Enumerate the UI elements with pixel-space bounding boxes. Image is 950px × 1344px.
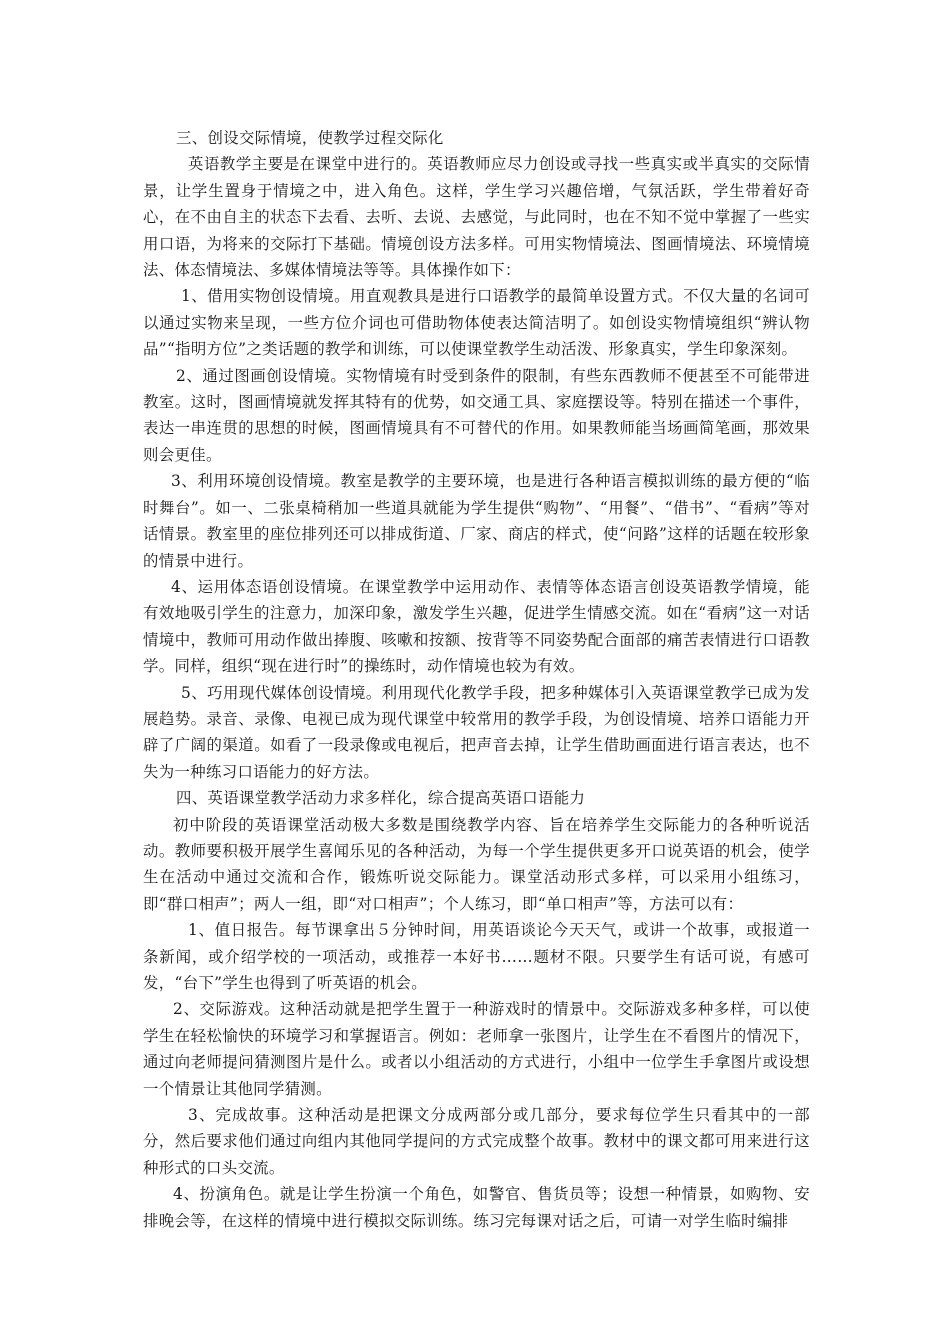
paragraph-activities-intro: 初中阶段的英语课堂活动极大多数是围绕教学内容、旨在培养学生交际能力的各种听说活动。教师要积极开展学生喜闻乐见的各种活动，为每一个学生提供更多开口说英语的机会，使学生在活动中通过交流和合作，锻炼听说交际能力。课堂活动形式多样，可以采用小组练习，即“群口相声”；两人一组，即“对口相声”；个人练习，即“单口相声”等，方法可以有： [143, 815, 810, 913]
section-heading-3: 三、创设交际情境，使教学过程交际化 [176, 129, 444, 147]
paragraph-activity-4: 4、扮演角色。就是让学生扮演一个角色，如警官、售货员等；设想一种情景，如购物、安排晚会等，在这样的情境中进行模拟交际训练。练习完每课对话之后，可请一对学生临时编排 [143, 1185, 810, 1230]
document-page [143, 125, 810, 1234]
paragraph-item-2: 2、通过图画创设情境。实物情境有时受到条件的限制，有些东西教师不便甚至不可能带进教室。这时，图画情境就发挥其特有的优势，如交通工具、家庭摆设等。特别在描述一个事件，表达一串连贯的思想的时候，图画情境具有不可替代的作用。如果教师能当场画简笔画，那效果则会更佳。 [143, 366, 810, 464]
paragraph-item-5: 5、巧用现代媒体创设情境。利用现代化教学手段，把多种媒体引入英语课堂教学已成为发展趋势。录音、录像、电视已成为现代课堂中较常用的教学手段，为创设情境、培养口语能力开辟了广阔的渠道。如看了一段录像或电视后，把声音去掉，让学生借助画面进行语言表达，也不失为一种练习口语能力的好方法。 [143, 683, 810, 781]
paragraph-activity-2: 2、交际游戏。这种活动就是把学生置于一种游戏时的情景中。交际游戏多种多样，可以使学生在轻松愉快的环境学习和掌握语言。例如：老师拿一张图片，让学生在不看图片的情况下，通过向老师提问猜测图片是什么。或者以小组活动的方式进行，小组中一位学生手拿图片或设想一个情景让其他同学猜测。 [143, 1000, 810, 1098]
paragraph-intro: 英语教学主要是在课堂中进行的。英语教师应尽力创设或寻找一些真实或半真实的交际情景，让学生置身于情境之中，进入角色。这样，学生学习兴趣倍增，气氛活跃，学生带着好奇心，在不由自主的状态下去看、去听、去说、去感觉，与此同时，也在不知不觉中掌握了一些实用口语，为将来的交际打下基础。情境创设方法多样。可用实物情境法、图画情境法、环境情境法、体态情境法、多媒体情境法等等。具体操作如下： [143, 155, 810, 280]
paragraph-item-1: 1、借用实物创设情境。用直观教具是进行口语教学的最简单设置方式。不仅大量的名词可以通过实物来呈现，一些方位介词也可借助物体使表达简洁明了。如创设实物情境组织“辨认物品”“指明方位”之类话题的教学和训练，可以使课堂教学生动活泼、形象真实，学生印象深刻。 [143, 287, 810, 359]
paragraph-activity-1: 1、值日报告。每节课拿出５分钟时间，用英语谈论今天天气，或讲一个故事，或报道一条新闻，或介绍学校的一项活动，或推荐一本好书……题材不限。只要学生有话可说，有感可发，“台下”学生也得到了听英语的机会。 [143, 921, 810, 992]
paragraph-item-4: 4、运用体态语创设情境。在课堂教学中运用动作、表情等体态语言创设英语教学情境，能有效地吸引学生的注意力，加深印象，激发学生兴趣，促进学生情感交流。如在“看病”这一对话情境中，教师可用动作做出捧腹、咳嗽和按额、按背等不同姿势配合面部的痛苦表情进行口语教学。同样，组织“现在进行时”的操练时，动作情境也较为有效。 [143, 577, 810, 676]
section-heading-4: 四、英语课堂教学活动力求多样化，综合提高英语口语能力 [176, 789, 586, 808]
paragraph-item-3: 3、利用环境创设情境。教室是教学的主要环境，也是进行各种语言模拟训练的最方便的“临时舞台”。如一、二张桌椅稍加一些道具就能为学生提供“购物”、“用餐”、“借书”、“看病”等对话情景。教室里的座位排列还可以排成街道、厂家、商店的样式，使“问路”这样的话题在较形象的情景中进行。 [143, 472, 810, 570]
paragraph-activity-3: 3、完成故事。这种活动是把课文分成两部分或几部分，要求每位学生只看其中的一部分，然后要求他们通过向组内其他同学提问的方式完成整个故事。教材中的课文都可用来进行这种形式的口头交流。 [143, 1106, 810, 1177]
